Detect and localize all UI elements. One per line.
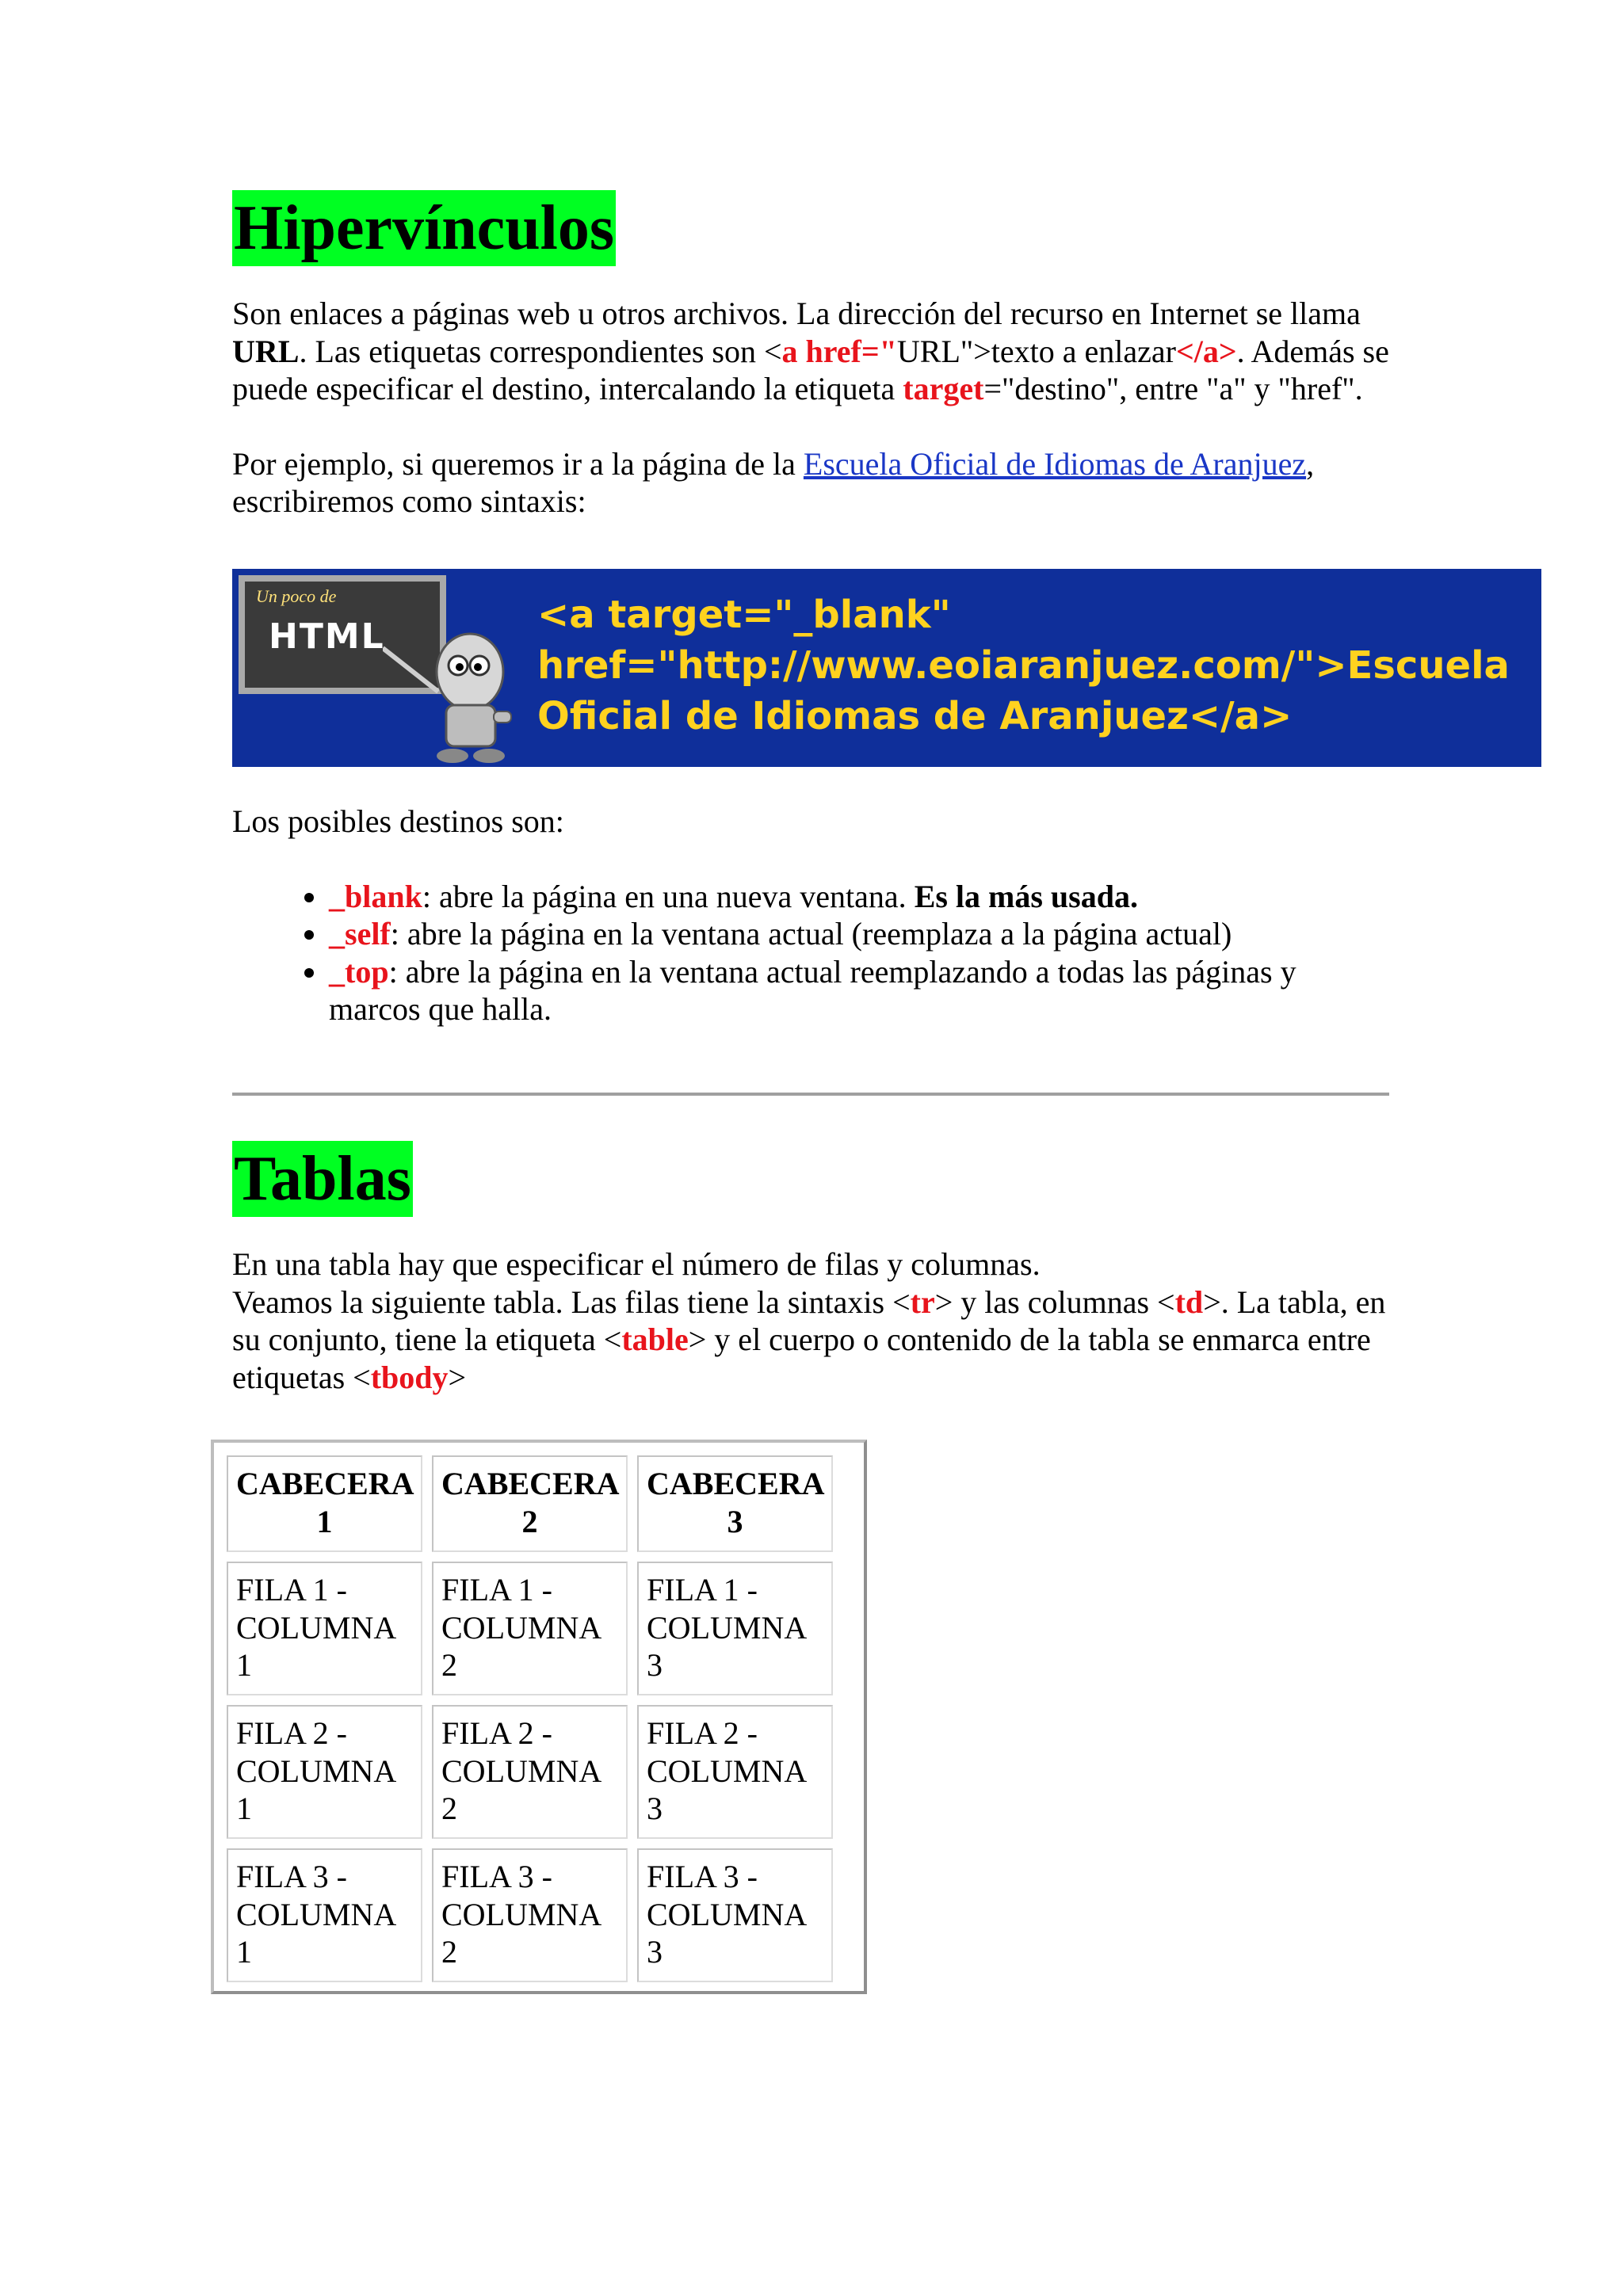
table-cell: FILA 1 - COLUMNA 3	[637, 1562, 833, 1695]
table-header-row	[227, 1455, 833, 1552]
table-cell: FILA 2 - COLUMNA 1	[227, 1705, 422, 1839]
code-line: href="http://www.eoiaranjuez.com/">Escuela	[537, 643, 1510, 688]
tag-a-href: a href="	[781, 333, 897, 369]
table-row	[227, 1705, 833, 1839]
tag-tr: tr	[910, 1283, 935, 1320]
text: En una tabla hay que especificar el número de filas y columnas.	[232, 1246, 1041, 1282]
list-item	[329, 953, 1389, 1028]
text: , escribiremos como sintaxis:	[232, 445, 1315, 519]
robot-mascot-icon	[383, 616, 517, 767]
paragraph-tablas-intro	[232, 1245, 1389, 1396]
table-row	[227, 1562, 833, 1695]
text: URL">texto a enlazar	[896, 333, 1176, 369]
text: . Además se puede especificar el destino, intercalando la etiqueta	[232, 333, 1389, 406]
link-escuela-oficial[interactable]: Escuela Oficial de Idiomas de Aranjuez	[803, 445, 1307, 482]
table-cell: FILA 3 - COLUMNA 1	[227, 1848, 422, 1982]
table-header-cell: CABECERA 3	[637, 1455, 833, 1552]
destino-name: _blank	[329, 878, 422, 914]
list-item	[329, 878, 1389, 916]
table-cell: FILA 2 - COLUMNA 2	[432, 1705, 628, 1839]
tag-td: td	[1174, 1283, 1204, 1320]
text: Veamos la siguiente tabla. Las filas tiene la sintaxis <	[232, 1283, 911, 1320]
destino-name: _top	[329, 953, 389, 990]
text: Son enlaces a páginas web u otros archivos. La dirección del recurso en Internet se llama	[232, 296, 1361, 331]
text: ="destino", entre "a" y "href".	[983, 371, 1363, 406]
table-row	[227, 1848, 833, 1982]
list-item	[329, 915, 1389, 953]
code-line: Oficial de Idiomas de Aranjuez</a>	[537, 694, 1293, 738]
tag-target: target	[903, 371, 984, 406]
tag-table: table	[621, 1322, 689, 1357]
destino-desc: : abre la página en una nueva ventana.	[422, 878, 915, 914]
board-title: HTML	[269, 616, 385, 657]
table-header-cell: CABECERA 1	[227, 1455, 422, 1552]
example-table-frame	[211, 1440, 867, 1994]
table-cell: FILA 3 - COLUMNA 2	[432, 1848, 628, 1982]
heading-hipervinculos: Hipervínculos	[232, 190, 616, 266]
section-divider	[232, 1093, 1389, 1096]
example-table	[217, 1446, 842, 1992]
destinos-list	[232, 878, 1389, 1028]
tag-close-a: </a>	[1175, 333, 1237, 369]
html-example-banner	[232, 569, 1541, 767]
destino-desc: : abre la página en la ventana actual reemplazando a todas las páginas y marcos que halla.	[329, 953, 1296, 1027]
text: . Las etiquetas correspondientes son <	[299, 333, 782, 369]
section-tablas	[232, 1141, 1389, 1396]
table-cell: FILA 3 - COLUMNA 3	[637, 1848, 833, 1982]
code-line: <a target="_blank"	[537, 593, 951, 637]
destino-emphasis: Es la más usada.	[914, 878, 1138, 914]
table-cell: FILA 1 - COLUMNA 1	[227, 1562, 422, 1695]
url-term: URL	[232, 333, 300, 369]
destino-name: _self	[329, 916, 391, 952]
table-header-cell: CABECERA 2	[432, 1455, 628, 1552]
paragraph-ejemplo	[232, 445, 1389, 521]
tag-tbody: tbody	[370, 1359, 449, 1395]
text: >. La tabla, en su conjunto, tiene la etiqueta <	[232, 1283, 1386, 1357]
paragraph-hipervinculos-intro	[232, 295, 1389, 408]
section-hipervinculos	[232, 190, 1389, 521]
text: > y el cuerpo o contenido de la tabla se enmarca entre etiquetas <	[232, 1322, 1371, 1395]
text: >	[448, 1359, 467, 1395]
board-caption: Un poco de	[256, 586, 337, 606]
heading-tablas: Tablas	[232, 1141, 413, 1217]
text: Por ejemplo, si queremos ir a la página de la	[232, 445, 804, 482]
table-cell: FILA 1 - COLUMNA 2	[432, 1562, 628, 1695]
destinos-intro: Los posibles destinos son:	[232, 803, 564, 839]
banner-code	[537, 589, 1510, 742]
destinos-section	[232, 803, 1389, 1028]
destino-desc: : abre la página en la ventana actual (reemplaza a la página actual)	[390, 916, 1232, 952]
text: > y las columnas <	[934, 1283, 1175, 1320]
table-cell: FILA 2 - COLUMNA 3	[637, 1705, 833, 1839]
